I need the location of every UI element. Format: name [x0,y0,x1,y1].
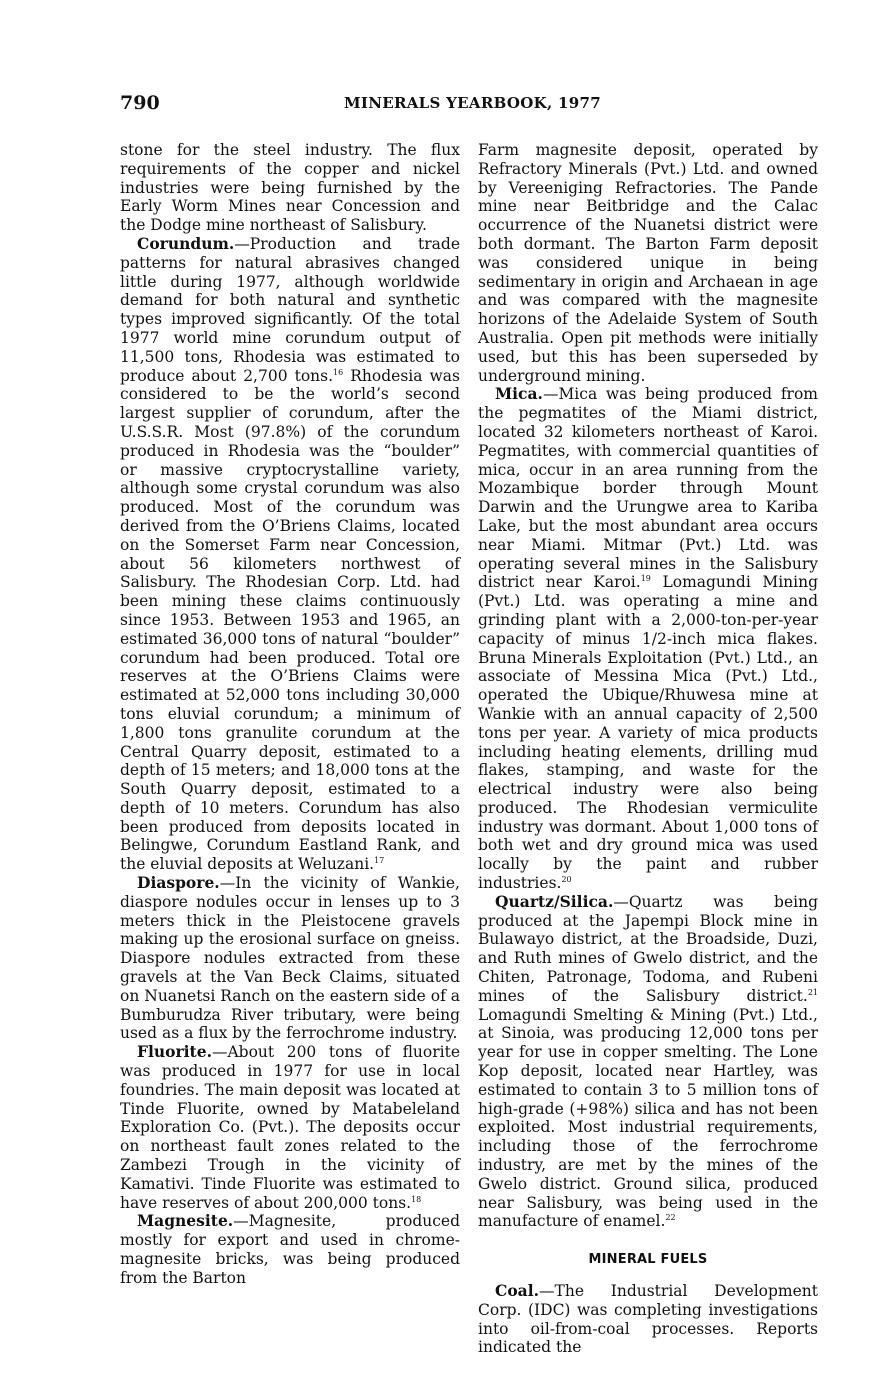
paragraph-coal [478,1282,818,1357]
footnote-ref: 19 [640,574,651,584]
paragraph-quartz-silica [478,893,818,1231]
paragraph-text: stone for the steel industry. The flux requirements of the copper and nickel industries were being furnished by the Early Worm Mines near Concession and the Dodge mine northeast of Salisbury. [120,141,460,235]
page-number: 790 [120,92,160,114]
footnote-ref: 16 [333,367,344,377]
right-column [478,141,818,1357]
paragraph-text: —Quartz was being produced at the Japempi Block mine in Bulawayo district, at the Broadside, Duzi, and Ruth mines of Gwelo district, and the Chiten, Patronage, Todoma, and Rubeni mines of the Salisbury district. [478,892,818,1005]
heading-corundum: Corundum. [137,233,235,253]
footnote-ref: 17 [374,856,385,866]
paragraph-text: —Magnesite, produced mostly for export and used in chrome-magnesite bricks, was being produced from the Barton [120,1212,460,1287]
left-column [120,141,460,1288]
heading-coal: Coal. [495,1281,540,1301]
footnote-ref: 21 [807,987,818,997]
heading-fluorite: Fluorite. [137,1042,212,1062]
paragraph-text: Lomagundi Smelting & Mining (Pvt.) Ltd., at Sinoia, was producing 12,000 tons per year for use in copper smelting. The Lone Kop deposit, located near Hartley, was estimated to contain 3 to 5 million tons of high-grade (+98%) silica and has not been exploited. Most industrial requirements, including those of the ferrochrome industry, are met by the mines of the Gwelo district. Ground silica, produced near Salisbury, was being used in the manufacture of enamel. [478,1005,818,1231]
paragraph-continuation [120,141,460,235]
heading-magnesite: Magnesite. [137,1211,234,1231]
paragraph-text: —Mica was being produced from the pegmatites of the Miami district, located 32 kilometers northeast of Karoi. Pegmatites, with commercial quantities of mica, occur in an area running from the Mozambique border through Mount Darwin and the Urungwe area to Kariba Lake, but the most abundant area occurs near Miami. Mitmar (Pvt.) Ltd. was operating several mines in the Salisbury district near Karoi. [478,385,818,592]
page-header [120,92,820,118]
footnote-ref: 20 [561,875,572,885]
paragraph-continuation [478,141,818,385]
section-heading: MINERAL FUELS [588,1252,708,1268]
footnote-ref: 18 [411,1194,422,1204]
paragraph-corundum [120,235,460,874]
heading-mica: Mica. [495,384,543,404]
heading-diaspore: Diaspore. [137,873,220,893]
heading-quartz-silica: Quartz/Silica. [495,891,614,911]
running-title: MINERALS YEARBOOK, 1977 [344,94,601,112]
paragraph-text: Farm magnesite deposit, operated by Refractory Minerals (Pvt.) Ltd. and owned by Vereeniging Refractories. The Pande mine near Beitbridge and the Calac occurrence of the Nuanetsi district were both dormant. The Barton Farm deposit was considered unique in being sedimentary in origin and Archaean in age and was compared with the magnesite horizons of the Adelaide System of South Australia. Open pit methods were initially used, but this has been superseded by underground mining. [478,141,818,385]
paragraph-text: —Production and trade patterns for natural abrasives changed little during 1977, although worldwide demand for both natural and synthetic types improved significantly. Of the total 1977 world mine corundum output of 11,500 tons, Rhodesia was estimated to produce about 2,700 tons. [120,234,460,385]
paragraph-mica [478,385,818,893]
paragraph-text: Rhodesia was considered to be the world’s second largest supplier of corundum, after the U.S.S.R. Most (97.8%) of the corundum produced in Rhodesia was the “boulder” or massive cryptocrystalline variety, although some crystal corundum was also produced. Most of the corundum was derived from the O’Briens Claims, located on the Somerset Farm near Concession, about 56 kilometers northwest of Salisbury. The Rhodesian Corp. Ltd. had been mining these claims continuously since 1953. Between 1953 and 1965, an estimated 36,000 tons of natural “boulder” corundum had been produced. Total ore reserves at the O’Briens Claims were estimated at 52,000 tons including 30,000 tons eluvial corundum; a minimum of 1,800 tons granulite corundum at the Central Quarry deposit, estimated to a depth of 15 meters; and 18,000 tons at the South Quarry deposit, estimated to a depth of 10 meters. Corundum has also been produced from deposits located in Belingwe, Corundum Eastland Rank, and the eluvial deposits at Weluzani. [120,366,460,874]
paragraph-text: —The Industrial Development Corp. (IDC) was completing investigations into oil-from-coal processes. Reports indicated the [478,1282,818,1357]
paragraph-text: Lomagundi Mining (Pvt.) Ltd. was operating a mine and grinding plant with a 2,000-ton-per-year capacity of minus 1/2-inch mica flakes. Bruna Minerals Exploitation (Pvt.) Ltd., an associate of Messina Mica (Pvt.) Ltd., operated the Ubique/Rhuwesa mine at Wankie with an annual capacity of 2,500 tons per year. A variety of mica products including heating elements, drilling mud flakes, stamping, and waste for the electrical industry were also being produced. The Rhodesian vermiculite industry was dormant. About 1,000 tons of both wet and dry ground mica was used locally by the paint and rubber industries. [478,573,818,893]
paragraph-text: —About 200 tons of fluorite was produced in 1977 for use in local foundries. The main deposit was located at Tinde Fluorite, owned by Matabeleland Exploration Co. (Pvt.). The deposits occur on northeast fault zones related to the Zambezi Trough in the vicinity of Kamativi. Tinde Fluorite was estimated to have reserves of about 200,000 tons. [120,1043,460,1212]
paragraph-diaspore [120,874,460,1043]
paragraph-text: —In the vicinity of Wankie, diaspore nodules occur in lenses up to 3 meters thick in the Pleistocene gravels making up the erosional surface on gneiss. Diaspore nodules extracted from these gravels at the Van Beck Claims, situated on Nuanetsi Ranch on the eastern side of a Bumburudza River tributary, were being used as a flux by the ferrochrome industry. [120,874,460,1043]
paragraph-fluorite [120,1043,460,1212]
footnote-ref: 22 [665,1213,676,1223]
paragraph-magnesite [120,1212,460,1287]
